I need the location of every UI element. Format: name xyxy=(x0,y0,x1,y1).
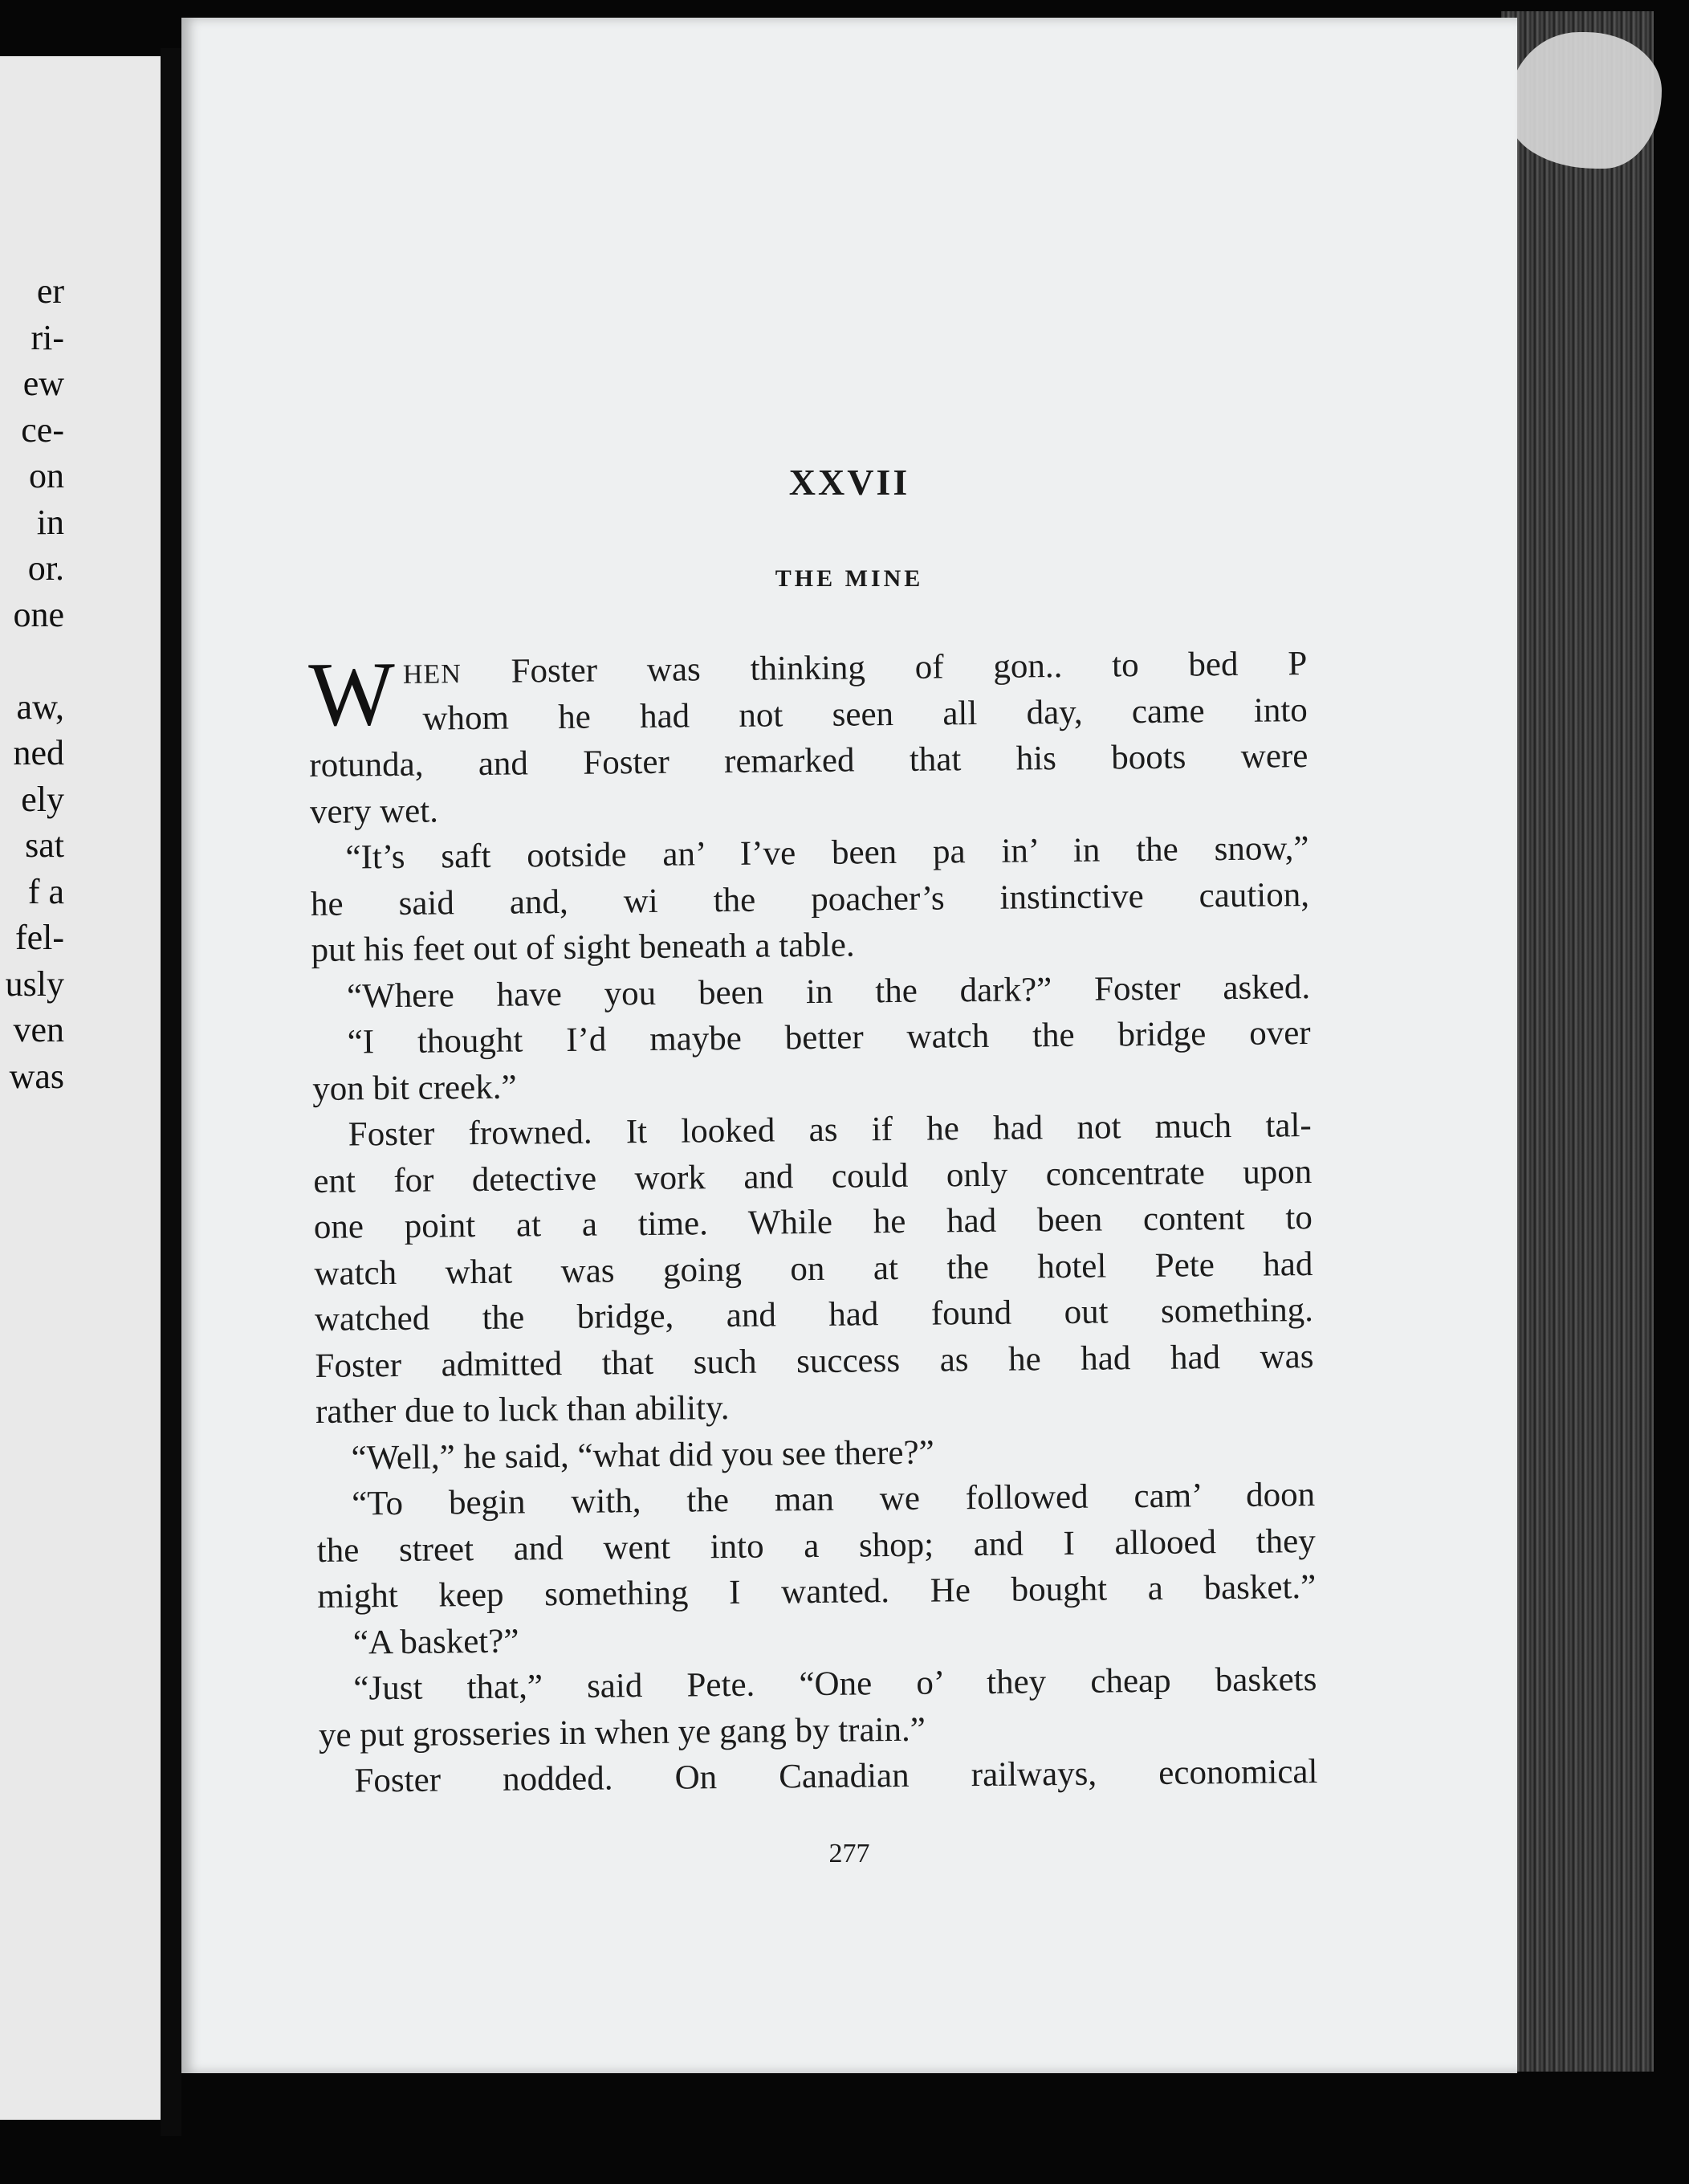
fragment-line: ely xyxy=(21,779,64,819)
chapter-number: XXVII xyxy=(788,462,910,503)
page-number: 277 xyxy=(828,1839,870,1868)
previous-page-fragment xyxy=(0,56,161,2120)
text-line: “Just that,” said Pete. “One o’ they cheap baskets xyxy=(353,1660,1317,1708)
fragment-line: f a xyxy=(27,871,64,911)
fragment-line: ven xyxy=(13,1010,64,1049)
first-word: HEN xyxy=(402,659,462,690)
fragment-line: aw, xyxy=(16,687,64,727)
fragment-line: ned xyxy=(13,733,64,772)
text-line: Foster nodded. On Canadian railways, economical xyxy=(354,1752,1318,1800)
previous-page-text xyxy=(0,268,64,1099)
text-line: watched the bridge, and had found out something. xyxy=(314,1291,1314,1339)
text-line: rotunda, and Foster remarked that his boots were xyxy=(309,737,1308,784)
text-line: “Well,” he said, “what did you see there?” xyxy=(351,1433,934,1477)
text-line xyxy=(403,641,1308,695)
text-line-rest: Foster was thinking of gon.. to bed P xyxy=(511,645,1308,691)
drop-cap: W xyxy=(307,642,396,745)
text-line: the street and went into a shop; and I allooed they xyxy=(316,1522,1316,1570)
fragment-line: usly xyxy=(5,964,64,1004)
fragment-line: ri- xyxy=(31,317,64,357)
body-text xyxy=(308,641,1318,1804)
fragment-line: in xyxy=(36,502,64,542)
book-gutter xyxy=(161,48,181,2136)
text-line: “To begin with, the man we followed cam’ doon xyxy=(351,1476,1316,1523)
text-line: very wet. xyxy=(309,791,439,831)
fragment-line: ce- xyxy=(21,410,64,450)
page-edge-stack xyxy=(1501,11,1654,2072)
fragment-line: ew xyxy=(22,364,64,403)
text-line: he said and, wi the poacher’s instinctive caution, xyxy=(310,875,1310,923)
text-line: watch what was going on at the hotel Pete had xyxy=(314,1245,1313,1293)
text-line: ent for detective work and could only concentrate upon xyxy=(313,1152,1313,1200)
text-line: Foster admitted that such success as he had had was xyxy=(315,1337,1314,1385)
torn-corner xyxy=(1509,32,1662,169)
text-line: put his feet out of sight beneath a table. xyxy=(311,926,855,969)
text-line: rather due to luck than ability. xyxy=(315,1389,730,1431)
fragment-line: sat xyxy=(25,825,64,865)
text-line: whom he had not seen all day, came into xyxy=(422,691,1308,738)
text-line: might keep something I wanted. He bought a basket.” xyxy=(317,1568,1317,1616)
text-line: ye put grosseries in when ye gang by train.” xyxy=(318,1710,926,1754)
text-line: “A basket?” xyxy=(352,1622,519,1662)
text-line: one point at a time. While he had been content to xyxy=(313,1199,1313,1246)
fragment-line: was xyxy=(9,1056,64,1096)
text-line: “Where have you been in the dark?” Foster asked. xyxy=(346,968,1311,1016)
book-page xyxy=(181,18,1517,2073)
text-line: yon bit creek.” xyxy=(312,1068,517,1108)
text-line: “It’s saft ootside an’ I’ve been pa in’ in the snow,” xyxy=(345,829,1309,877)
chapter-title: THE MINE xyxy=(775,565,924,592)
fragment-line xyxy=(0,638,64,684)
fragment-line: one xyxy=(13,594,64,634)
text-line: “I thought I’d maybe better watch the bridge over xyxy=(347,1014,1311,1061)
fragment-line: fel- xyxy=(14,918,64,957)
fragment-line: or. xyxy=(27,548,64,588)
fragment-line: er xyxy=(36,271,64,311)
text-line: Foster frowned. It looked as if he had not much tal- xyxy=(348,1106,1312,1154)
fragment-line: on xyxy=(29,456,64,495)
